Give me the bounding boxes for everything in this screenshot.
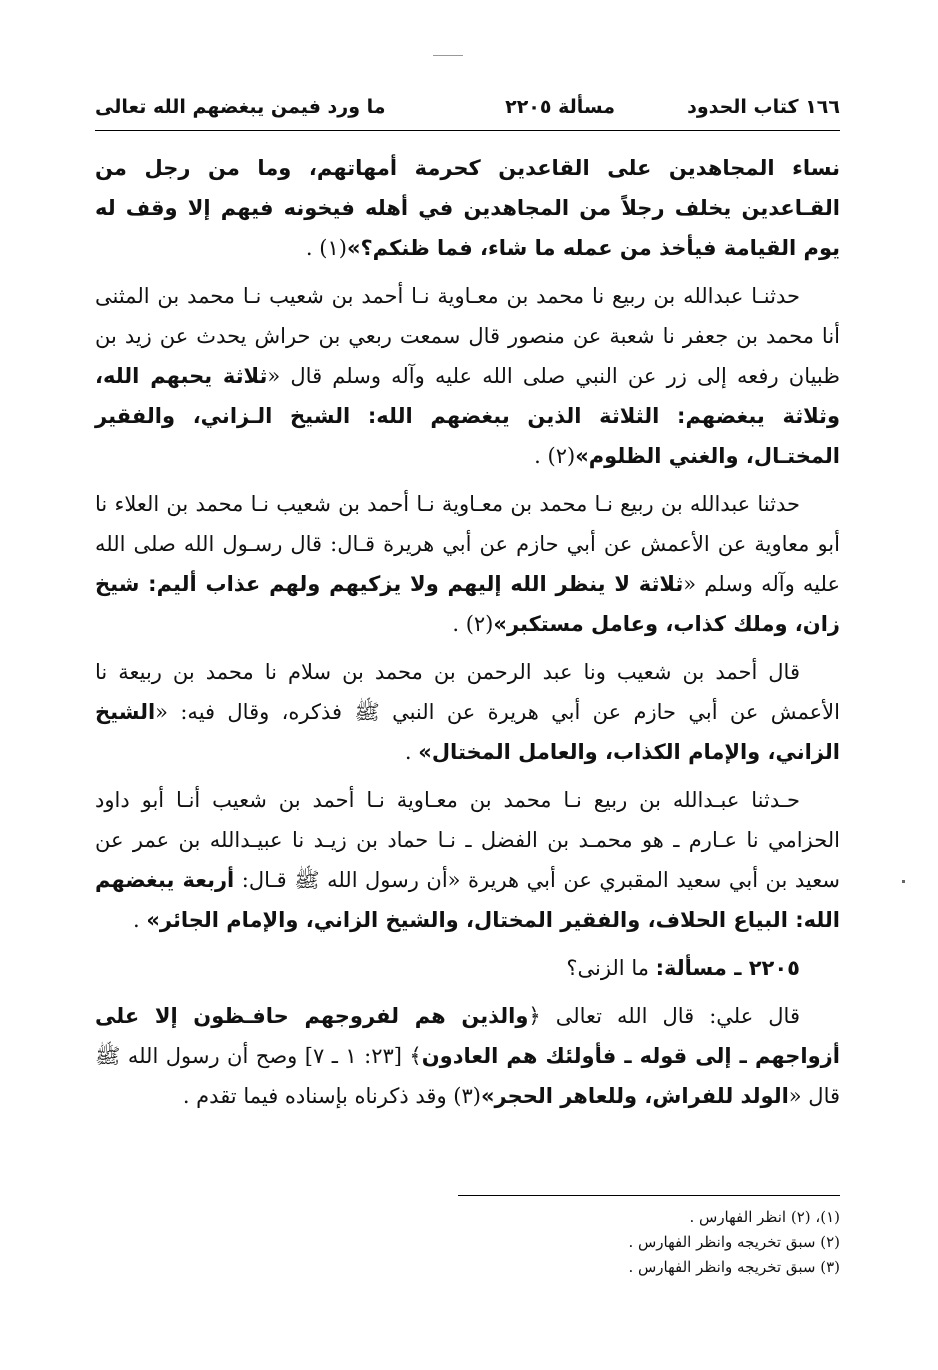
header-issue-number: مسألة ٢٢٠٥ bbox=[505, 96, 615, 118]
text-run: قال علي: قال الله تعالى ﴿ bbox=[528, 1004, 800, 1028]
text-run: حدثنـا عبدالله بن ربيع نا محمد بن معـاوية نـا أحمد بن شعيب نـا محمد بن المثنى أنا محمد بن جعفر نا شعبة عن منصور قال سمعت ربعي بن حراش يحدث عن زيد بن ظبيان رفعه إلى زر عن النبي صلى الله عليه وآله وسلم قال « bbox=[95, 284, 840, 388]
paragraph bbox=[95, 148, 840, 268]
paragraph bbox=[95, 652, 840, 772]
bold-text-run: الشيخ الزاني، والإمام الكذاب، والعامل المختال» bbox=[95, 700, 840, 764]
bold-text-run: والذين هم لفروجهم حافـظون إلا على أزواجهم ـ إلى قوله ـ فأولئك هم العادون bbox=[95, 1004, 840, 1068]
bold-text-run: ثلاثة يحبهم الله، وثلاثة يبغضهم: الثلاثة الذين يبغضهم الله: الشيخ الـزاني، والفقير المختـال، والغني الظلوم» bbox=[95, 364, 840, 468]
text-run: ﴾ [٢٣: ١ ـ ٧] وصح أن رسول الله ﷺ قال « bbox=[95, 1044, 840, 1108]
text-run: (١) . bbox=[305, 236, 347, 260]
section-heading bbox=[95, 948, 840, 988]
body-text bbox=[95, 148, 840, 1124]
paragraph bbox=[95, 780, 840, 940]
section-number: ٢٢٠٥ ـ مسألة: bbox=[655, 956, 800, 980]
footnote: (٢) سبق تخريجه وانظر الفهارس . bbox=[628, 1233, 840, 1251]
running-header bbox=[95, 92, 840, 126]
header-rule bbox=[95, 130, 840, 131]
section-title: ما الزنى؟ bbox=[566, 956, 656, 980]
text-run: حدثنا عبدالله بن ربيع نـا محمد بن معـاوية نـا أحمد بن شعيب نـا محمد بن العلاء نا أبو معاوية عن الأعمش عن أبي حازم عن أبي هريرة قـال: قال رسـول الله صلى الله عليه وآله وسلم « bbox=[95, 492, 841, 596]
final-paragraph bbox=[95, 996, 840, 1116]
text-run: قال أحمد بن شعيب ونا عبد الرحمن بن محمد بن سلام نا محمد بن ربيعة نا الأعمش عن أبي حازم عن أبي هريرة عن النبي ﷺ فذكره، وقال فيه: « bbox=[95, 660, 840, 724]
footnote: (١)، (٢) انظر الفهارس . bbox=[689, 1208, 840, 1226]
scan-mark bbox=[433, 55, 463, 56]
footnotes bbox=[95, 1205, 840, 1280]
footnote-rule bbox=[458, 1195, 840, 1196]
text-run: . bbox=[132, 908, 147, 932]
bold-text-run: نساء المجاهدين على القاعدين كحرمة أمهاتهم، وما من رجل من القـاعدين يخلف رجلاً من المجاهدين في أهله فيخونه فيهم إلا وقف له يوم القيامة فيأخذ من عمله ما شاء، فما ظنكم؟» bbox=[95, 156, 840, 260]
header-page-and-book: ١٦٦ كتاب الحدود bbox=[687, 96, 840, 118]
header-topic: ما ورد فيمن يبغضهم الله تعالى bbox=[95, 96, 386, 118]
footnote: (٣) سبق تخريجه وانظر الفهارس . bbox=[628, 1258, 840, 1276]
bold-text-run: أربعة يبغضهم الله: البياع الحلاف، والفقير المختال، والشيخ الزاني، والإمام الجائر» bbox=[95, 868, 840, 932]
text-run: حـدثنا عبـدالله بن ربيع نـا محمد بن معـاوية نـا أحمد بن شعيب أنـا أبو داود الحزامي نا عـارم ـ هو محمـد بن الفضل ـ نـا حماد بن زيـد نا عبيـدالله بن عمر عن سعيد بن أبي سعيد المقبري عن أبي هريرة «أن رسول الله ﷺ قـال: bbox=[95, 788, 840, 892]
text-run: . bbox=[404, 740, 419, 764]
scan-dot bbox=[902, 880, 905, 883]
bold-text-run: الولد للفراش، وللعاهر الحجر» bbox=[480, 1084, 789, 1108]
bold-text-run: ثلاثة لا ينظر الله إليهم ولا يزكيهم ولهم عذاب أليم: شيخ زان، وملك كذاب، وعامل مستكبر» bbox=[95, 572, 840, 636]
text-run: (٢) . bbox=[534, 444, 576, 468]
text-run: (٢) . bbox=[452, 612, 494, 636]
paragraph bbox=[95, 276, 840, 476]
text-run: (٣) وقد ذكرناه بإسناده فيما تقدم . bbox=[182, 1084, 481, 1108]
paragraph bbox=[95, 484, 840, 644]
paragraph-list bbox=[95, 148, 840, 940]
